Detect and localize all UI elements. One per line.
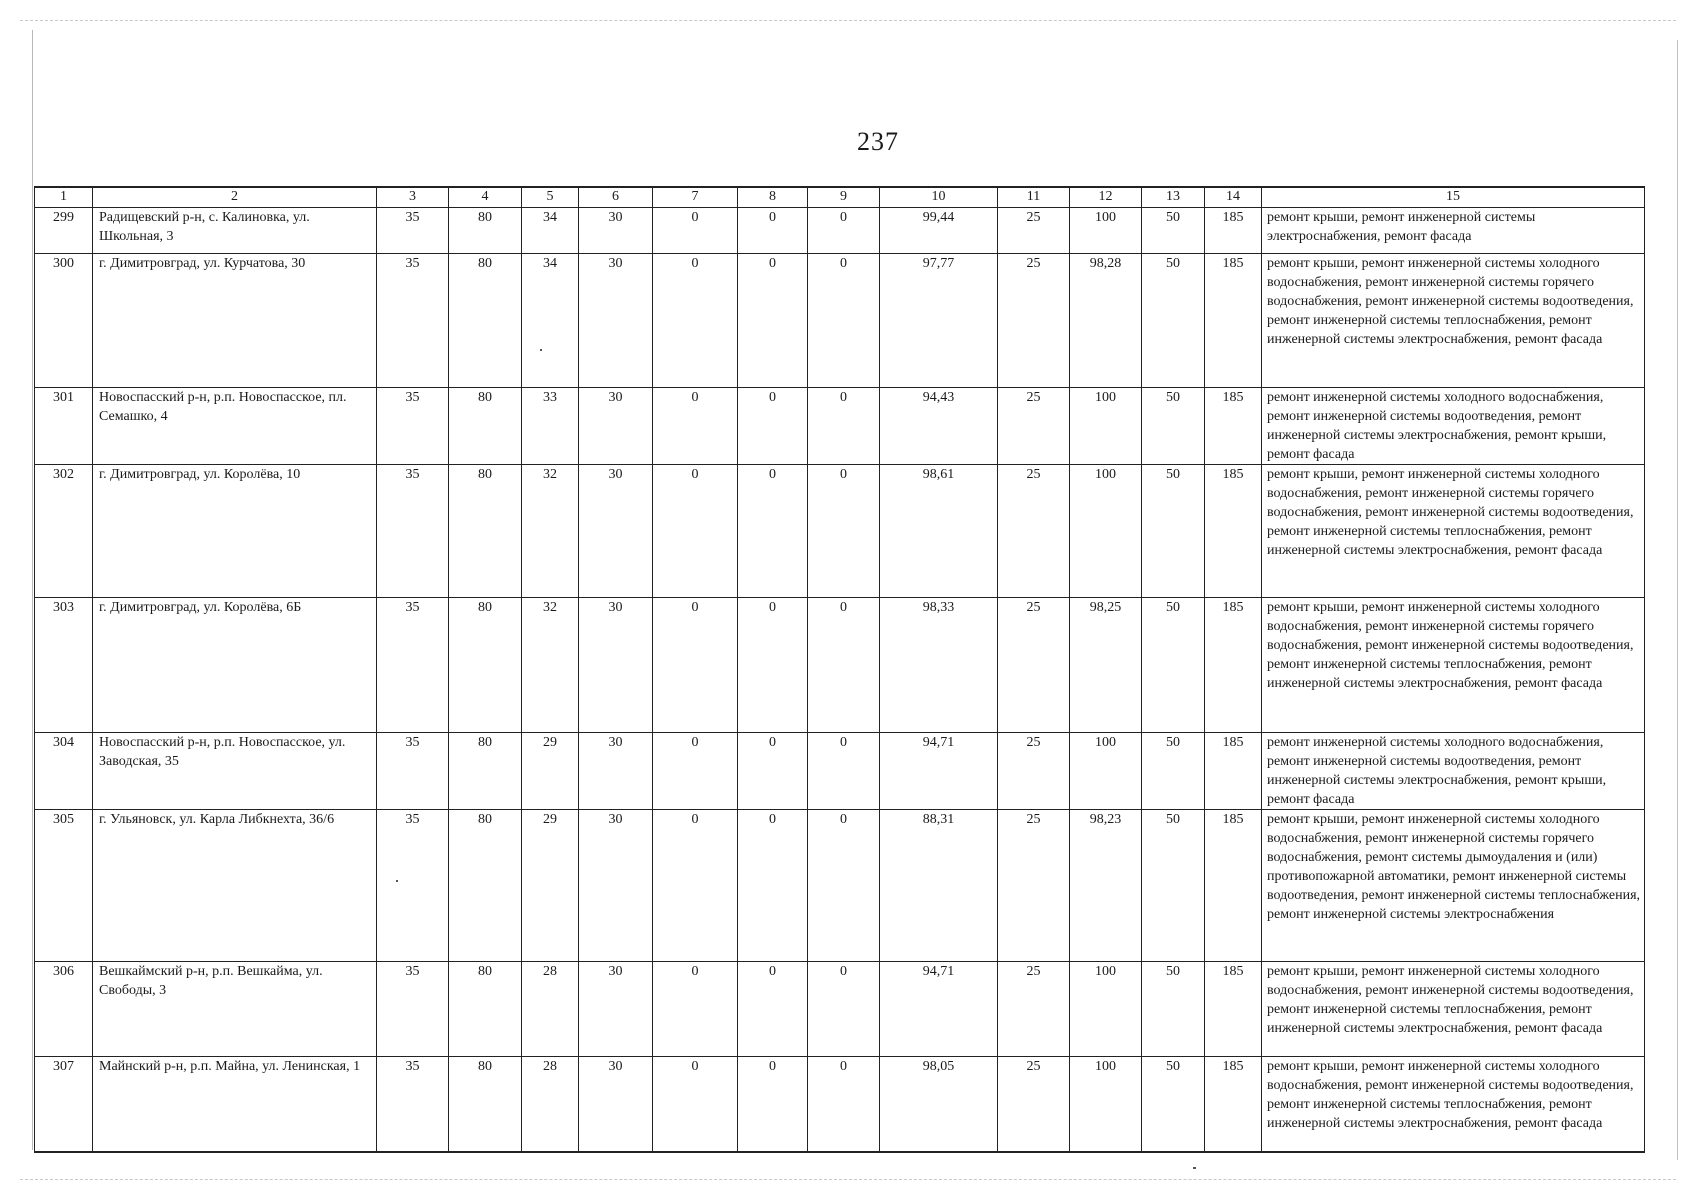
table-row	[35, 733, 1645, 810]
column-header-8: 8	[738, 187, 808, 208]
cell-col-5: 34	[522, 208, 579, 254]
cell-col-11: 25	[998, 962, 1070, 1057]
cell-col-7: 0	[653, 810, 738, 962]
cell-col-14: 185	[1205, 465, 1262, 598]
row-number-cell: 303	[35, 598, 93, 733]
column-header-1: 1	[35, 187, 93, 208]
cell-col-12: 100	[1070, 465, 1142, 598]
cell-col-12: 100	[1070, 733, 1142, 810]
cell-col-12: 98,28	[1070, 254, 1142, 388]
column-header-5: 5	[522, 187, 579, 208]
cell-col-5: 29	[522, 733, 579, 810]
column-header-7: 7	[653, 187, 738, 208]
cell-col-5: 34	[522, 254, 579, 388]
document-sheet	[34, 186, 1644, 1153]
cell-col-7: 0	[653, 208, 738, 254]
address-cell: Новоспасский р-н, р.п. Новоспасское, ул. Заводская, 35	[93, 733, 377, 810]
works-description-cell: ремонт крыши, ремонт инженерной системы холодного водоснабжения, ремонт инженерной системы горячего водоснабжения, ремонт инженерной системы водоотведения, ремонт инженерной системы теплоснабжения, ремонт инженерной системы электроснабжения, ремонт фасада	[1262, 254, 1645, 388]
cell-col-10: 98,33	[880, 598, 998, 733]
cell-col-9: 0	[808, 962, 880, 1057]
cell-col-11: 25	[998, 208, 1070, 254]
cell-col-5: 32	[522, 598, 579, 733]
scan-speck	[1193, 1167, 1196, 1169]
cell-col-6: 30	[579, 388, 653, 465]
cell-col-7: 0	[653, 962, 738, 1057]
cell-col-6: 30	[579, 962, 653, 1057]
cell-col-13: 50	[1142, 962, 1205, 1057]
works-description-cell: ремонт крыши, ремонт инженерной системы холодного водоснабжения, ремонт инженерной системы горячего водоснабжения, ремонт инженерной системы водоотведения, ремонт инженерной системы теплоснабжения, ремонт инженерной системы электроснабжения, ремонт фасада	[1262, 598, 1645, 733]
cell-col-4: 80	[449, 388, 522, 465]
row-number-cell: 302	[35, 465, 93, 598]
works-description-cell: ремонт инженерной системы холодного водоснабжения, ремонт инженерной системы водоотведения, ремонт инженерной системы электроснабжения, ремонт крыши, ремонт фасада	[1262, 388, 1645, 465]
cell-col-10: 99,44	[880, 208, 998, 254]
column-header-13: 13	[1142, 187, 1205, 208]
cell-col-7: 0	[653, 1057, 738, 1152]
cell-col-10: 88,31	[880, 810, 998, 962]
cell-col-5: 33	[522, 388, 579, 465]
cell-col-6: 30	[579, 1057, 653, 1152]
cell-col-11: 25	[998, 733, 1070, 810]
row-number-cell: 300	[35, 254, 93, 388]
cell-col-4: 80	[449, 962, 522, 1057]
address-cell: г. Ульяновск, ул. Карла Либкнехта, 36/6	[93, 810, 377, 962]
cell-col-12: 100	[1070, 208, 1142, 254]
cell-col-8: 0	[738, 962, 808, 1057]
cell-col-9: 0	[808, 254, 880, 388]
cell-col-11: 25	[998, 810, 1070, 962]
cell-col-12: 98,25	[1070, 598, 1142, 733]
cell-col-13: 50	[1142, 208, 1205, 254]
cell-col-10: 94,71	[880, 733, 998, 810]
cell-col-7: 0	[653, 733, 738, 810]
works-description-cell: ремонт крыши, ремонт инженерной системы электроснабжения, ремонт фасада	[1262, 208, 1645, 254]
cell-col-6: 30	[579, 733, 653, 810]
cell-col-10: 98,05	[880, 1057, 998, 1152]
cell-col-6: 30	[579, 465, 653, 598]
repair-program-table	[34, 186, 1645, 1153]
cell-col-5: 29	[522, 810, 579, 962]
cell-col-10: 94,43	[880, 388, 998, 465]
table-row	[35, 208, 1645, 254]
cell-col-10: 94,71	[880, 962, 998, 1057]
cell-col-13: 50	[1142, 598, 1205, 733]
scan-speck	[396, 880, 398, 882]
cell-col-6: 30	[579, 208, 653, 254]
scan-edge-right	[1677, 40, 1678, 1160]
cell-col-6: 30	[579, 254, 653, 388]
column-header-12: 12	[1070, 187, 1142, 208]
cell-col-9: 0	[808, 465, 880, 598]
cell-col-12: 100	[1070, 388, 1142, 465]
table-row	[35, 388, 1645, 465]
cell-col-8: 0	[738, 465, 808, 598]
cell-col-14: 185	[1205, 1057, 1262, 1152]
table-row	[35, 962, 1645, 1057]
cell-col-8: 0	[738, 388, 808, 465]
cell-col-8: 0	[738, 598, 808, 733]
cell-col-14: 185	[1205, 208, 1262, 254]
cell-col-4: 80	[449, 598, 522, 733]
table-row	[35, 598, 1645, 733]
column-header-9: 9	[808, 187, 880, 208]
column-header-4: 4	[449, 187, 522, 208]
cell-col-11: 25	[998, 598, 1070, 733]
cell-col-8: 0	[738, 733, 808, 810]
cell-col-13: 50	[1142, 733, 1205, 810]
cell-col-4: 80	[449, 1057, 522, 1152]
column-header-3: 3	[377, 187, 449, 208]
cell-col-3: 35	[377, 465, 449, 598]
cell-col-14: 185	[1205, 733, 1262, 810]
cell-col-13: 50	[1142, 388, 1205, 465]
address-cell: г. Димитровград, ул. Королёва, 6Б	[93, 598, 377, 733]
cell-col-12: 100	[1070, 1057, 1142, 1152]
column-header-10: 10	[880, 187, 998, 208]
cell-col-14: 185	[1205, 388, 1262, 465]
row-number-cell: 301	[35, 388, 93, 465]
cell-col-9: 0	[808, 388, 880, 465]
cell-col-14: 185	[1205, 962, 1262, 1057]
cell-col-9: 0	[808, 810, 880, 962]
cell-col-12: 100	[1070, 962, 1142, 1057]
column-number-row	[35, 187, 1645, 208]
cell-col-11: 25	[998, 254, 1070, 388]
cell-col-13: 50	[1142, 465, 1205, 598]
cell-col-5: 28	[522, 962, 579, 1057]
cell-col-6: 30	[579, 598, 653, 733]
cell-col-11: 25	[998, 388, 1070, 465]
cell-col-7: 0	[653, 598, 738, 733]
address-cell: г. Димитровград, ул. Королёва, 10	[93, 465, 377, 598]
column-header-15: 15	[1262, 187, 1645, 208]
cell-col-10: 98,61	[880, 465, 998, 598]
table-row	[35, 254, 1645, 388]
table-row	[35, 810, 1645, 962]
cell-col-3: 35	[377, 598, 449, 733]
page-number: 237	[857, 127, 899, 156]
cell-col-7: 0	[653, 254, 738, 388]
cell-col-7: 0	[653, 465, 738, 598]
cell-col-3: 35	[377, 733, 449, 810]
cell-col-14: 185	[1205, 598, 1262, 733]
cell-col-3: 35	[377, 810, 449, 962]
cell-col-8: 0	[738, 208, 808, 254]
scan-speck	[540, 349, 542, 351]
row-number-cell: 299	[35, 208, 93, 254]
address-cell: Майнский р-н, р.п. Майна, ул. Ленинская, 1	[93, 1057, 377, 1152]
cell-col-9: 0	[808, 208, 880, 254]
cell-col-11: 25	[998, 465, 1070, 598]
address-cell: Новоспасский р-н, р.п. Новоспасское, пл. Семашко, 4	[93, 388, 377, 465]
cell-col-13: 50	[1142, 810, 1205, 962]
row-number-cell: 306	[35, 962, 93, 1057]
column-header-6: 6	[579, 187, 653, 208]
column-header-14: 14	[1205, 187, 1262, 208]
works-description-cell: ремонт крыши, ремонт инженерной системы холодного водоснабжения, ремонт инженерной системы горячего водоснабжения, ремонт системы дымоудаления и (или) противопожарной автоматики, ремонт инженерной системы водоотведения, ремонт инженерной системы теплоснабжения, ремонт инженерной системы электроснабжения	[1262, 810, 1645, 962]
cell-col-8: 0	[738, 1057, 808, 1152]
works-description-cell: ремонт инженерной системы холодного водоснабжения, ремонт инженерной системы водоотведения, ремонт инженерной системы электроснабжения, ремонт крыши, ремонт фасада	[1262, 733, 1645, 810]
cell-col-7: 0	[653, 388, 738, 465]
address-cell: г. Димитровград, ул. Курчатова, 30	[93, 254, 377, 388]
cell-col-4: 80	[449, 254, 522, 388]
works-description-cell: ремонт крыши, ремонт инженерной системы холодного водоснабжения, ремонт инженерной системы водоотведения, ремонт инженерной системы теплоснабжения, ремонт инженерной системы электроснабжения, ремонт фасада	[1262, 962, 1645, 1057]
cell-col-5: 32	[522, 465, 579, 598]
cell-col-3: 35	[377, 962, 449, 1057]
cell-col-13: 50	[1142, 1057, 1205, 1152]
address-cell: Вешкаймский р-н, р.п. Вешкайма, ул. Свободы, 3	[93, 962, 377, 1057]
row-number-cell: 304	[35, 733, 93, 810]
row-number-cell: 307	[35, 1057, 93, 1152]
cell-col-4: 80	[449, 810, 522, 962]
cell-col-4: 80	[449, 733, 522, 810]
column-header-11: 11	[998, 187, 1070, 208]
cell-col-3: 35	[377, 254, 449, 388]
scan-edge-left	[32, 30, 33, 1150]
cell-col-14: 185	[1205, 810, 1262, 962]
cell-col-8: 0	[738, 810, 808, 962]
address-cell: Радищевский р-н, с. Калиновка, ул. Школьная, 3	[93, 208, 377, 254]
cell-col-9: 0	[808, 733, 880, 810]
table-row	[35, 1057, 1645, 1152]
cell-col-4: 80	[449, 208, 522, 254]
cell-col-3: 35	[377, 208, 449, 254]
cell-col-6: 30	[579, 810, 653, 962]
cell-col-13: 50	[1142, 254, 1205, 388]
cell-col-4: 80	[449, 465, 522, 598]
cell-col-14: 185	[1205, 254, 1262, 388]
cell-col-9: 0	[808, 1057, 880, 1152]
works-description-cell: ремонт крыши, ремонт инженерной системы холодного водоснабжения, ремонт инженерной системы горячего водоснабжения, ремонт инженерной системы водоотведения, ремонт инженерной системы теплоснабжения, ремонт инженерной системы электроснабжения, ремонт фасада	[1262, 465, 1645, 598]
cell-col-9: 0	[808, 598, 880, 733]
column-header-2: 2	[93, 187, 377, 208]
cell-col-3: 35	[377, 1057, 449, 1152]
row-number-cell: 305	[35, 810, 93, 962]
table-row	[35, 465, 1645, 598]
cell-col-12: 98,23	[1070, 810, 1142, 962]
works-description-cell: ремонт крыши, ремонт инженерной системы холодного водоснабжения, ремонт инженерной системы водоотведения, ремонт инженерной системы теплоснабжения, ремонт инженерной системы электроснабжения, ремонт фасада	[1262, 1057, 1645, 1152]
table-body	[35, 208, 1645, 1152]
cell-col-11: 25	[998, 1057, 1070, 1152]
cell-col-5: 28	[522, 1057, 579, 1152]
cell-col-3: 35	[377, 388, 449, 465]
cell-col-10: 97,77	[880, 254, 998, 388]
cell-col-8: 0	[738, 254, 808, 388]
